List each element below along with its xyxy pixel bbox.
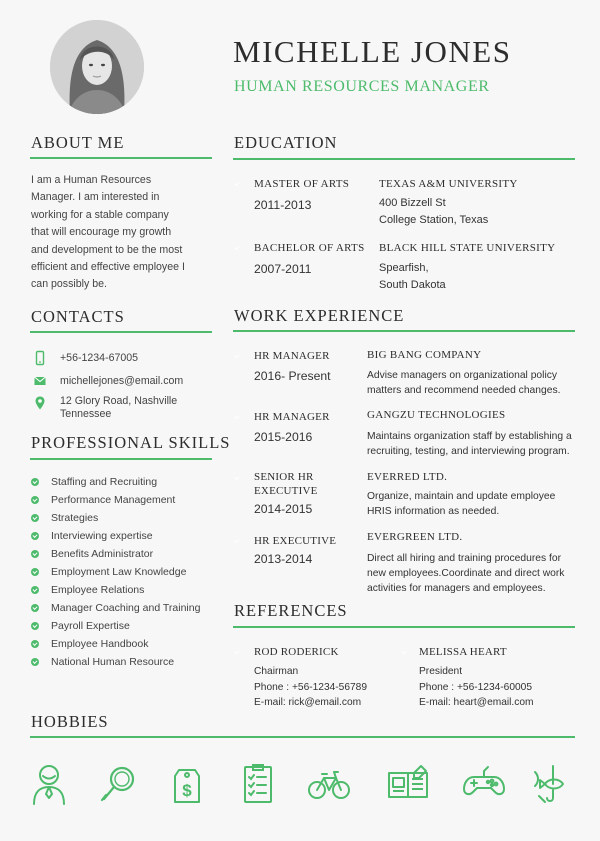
work-rule [233,330,575,332]
skill-item [31,493,175,507]
phone-icon [32,350,48,366]
work-job-title-line: SENIOR HR [254,471,314,483]
edu-location-line: South Dakota [379,278,446,291]
work-company: BIG BANG COMPANY [367,349,482,361]
edu-institution: BLACK HILL STATE UNIVERSITY [379,242,556,254]
edu-location-line: College Station, Texas [379,213,489,226]
work-description [367,489,582,519]
about-line: and development to be the most [31,243,183,256]
skill-item [31,619,130,633]
check-icon [31,478,39,486]
work-description-line: Direct all hiring and training procedures for [367,553,562,564]
contact-phone: +56-1234-67005 [60,352,139,364]
reference-details [254,664,367,711]
about-line: can possibly be. [31,278,107,291]
work-job-title-line: HR MANAGER [254,411,330,423]
skill-label: National Human Resource [51,656,175,668]
work-description [367,551,582,596]
work-company: EVERRED LTD. [367,471,448,483]
contact-email[interactable]: michellejones@email.com [60,375,184,387]
reference-email[interactable]: E-mail: heart@email.com [419,697,534,708]
check-icon [31,622,39,630]
edu-years: 2007-2011 [254,262,312,276]
work-job-title-line: EXECUTIVE [254,485,318,497]
contact-address [60,395,210,420]
email-icon [32,373,48,389]
work-description-line: Maintains organization staff by establishing a [367,431,572,442]
about-rule [30,157,212,159]
work-years: 2013-2014 [254,552,313,566]
work-years: 2016- Present [254,369,331,383]
about-title: ABOUT ME [31,133,125,152]
edu-location-line: 400 Bizzell St [379,197,446,209]
education-rule [233,158,575,160]
bicycle-icon [307,762,351,806]
reference-name: ROD RODERICK [254,646,339,658]
check-icon [31,586,39,594]
edu-degree: BACHELOR OF ARTS [254,242,365,254]
svg-text:$: $ [182,781,192,800]
edu-years: 2011-2013 [254,198,312,212]
work-job-title-line: HR MANAGER [254,350,330,362]
skill-label: Employee Relations [51,584,145,596]
check-icon [31,514,39,522]
check-icon [31,604,39,612]
skill-item [31,475,157,489]
about-line: that will encourage my growth [31,226,172,239]
check-icon [31,496,39,504]
work-job-title [254,349,354,363]
skill-item [31,601,200,615]
address-line: Tennessee [60,407,112,420]
references-title: REFERENCES [234,601,348,620]
skills-title: PROFESSIONAL SKILLS [31,433,231,452]
reference-role: Chairman [254,666,299,677]
skills-rule [30,458,212,460]
contacts-title: CONTACTS [31,307,125,326]
work-years: 2014-2015 [254,502,313,516]
price-tag-icon [165,762,209,806]
education-title: EDUCATION [234,133,338,152]
work-company: GANGZU TECHNOLOGIES [367,409,506,421]
hobbies-rule [30,736,575,738]
work-company: EVERGREEN LTD. [367,531,463,543]
work-description-line: recruiting, testing, and interviewing program. [367,446,570,457]
edu-location [379,195,488,228]
skill-label: Interviewing expertise [51,530,153,542]
skill-item [31,529,153,543]
contacts-rule [30,331,212,333]
skill-item [31,511,98,525]
work-description [367,429,582,459]
address-line: 12 Glory Road, Nashville [60,395,178,407]
work-description-line: Organize, maintain and update employee [367,491,556,502]
check-icon [31,640,39,648]
work-job-title [254,534,354,548]
references-rule [233,626,575,628]
work-description-line: activities for managers and employees. [367,583,546,594]
person-icon [27,762,71,806]
skill-label: Employee Handbook [51,638,149,650]
reference-details [419,664,534,711]
skill-label: Strategies [51,512,99,524]
about-line: efficient and effective employee I [31,261,185,274]
skill-label: Benefits Administrator [51,548,154,560]
work-description [367,368,582,398]
work-job-title [254,470,354,498]
work-title: WORK EXPERIENCE [234,306,405,325]
about-line: Manager. I am interested in [31,191,160,204]
skill-label: Performance Management [51,494,176,506]
about-line: I am a Human Resources [31,174,152,186]
work-description-line: Advise managers on organizational policy [367,370,558,381]
work-description-line: matters and recommend needed changes. [367,385,561,396]
fishing-icon [527,762,571,806]
edu-degree: MASTER OF ARTS [254,178,350,190]
work-job-title [254,410,354,424]
skill-item [31,583,144,597]
about-text [31,172,211,294]
reading-icon [386,762,430,806]
skill-item [31,547,153,561]
work-years: 2015-2016 [254,430,313,444]
check-icon [31,568,39,576]
check-icon [31,658,39,666]
skill-item [31,565,186,579]
magnifier-icon [98,762,142,806]
skill-label: Staffing and Recruiting [51,476,158,488]
gamepad-icon [462,762,506,806]
work-description-line: new employees.Coordinate and direct work [367,568,565,579]
reference-name: MELISSA HEART [419,646,507,658]
edu-location-line: Spearfish, [379,262,429,274]
skill-label: Employment Law Knowledge [51,566,187,578]
profile-photo [50,20,144,114]
checklist-icon [236,762,280,806]
reference-email[interactable]: E-mail: rick@email.com [254,697,362,708]
reference-role: President [419,666,463,677]
location-pin-icon [32,395,48,411]
skill-label: Manager Coaching and Training [51,602,201,614]
check-icon [31,532,39,540]
about-line: working for a stable company [31,208,169,221]
check-icon [31,550,39,558]
full-name: MICHELLE JONES [233,34,512,69]
edu-location [379,260,446,293]
skill-label: Payroll Expertise [51,620,130,632]
work-description-line: HRIS information as needed. [367,506,500,517]
reference-phone: Phone : +56-1234-60005 [419,681,533,693]
edu-institution: TEXAS A&M UNIVERSITY [379,178,518,190]
reference-phone: Phone : +56-1234-56789 [254,681,368,693]
skill-item [31,637,148,651]
skill-item [31,655,174,669]
hobbies-title: HOBBIES [31,712,109,731]
job-title: HUMAN RESOURCES MANAGER [234,78,490,95]
work-job-title-line: HR EXECUTIVE [254,535,337,547]
